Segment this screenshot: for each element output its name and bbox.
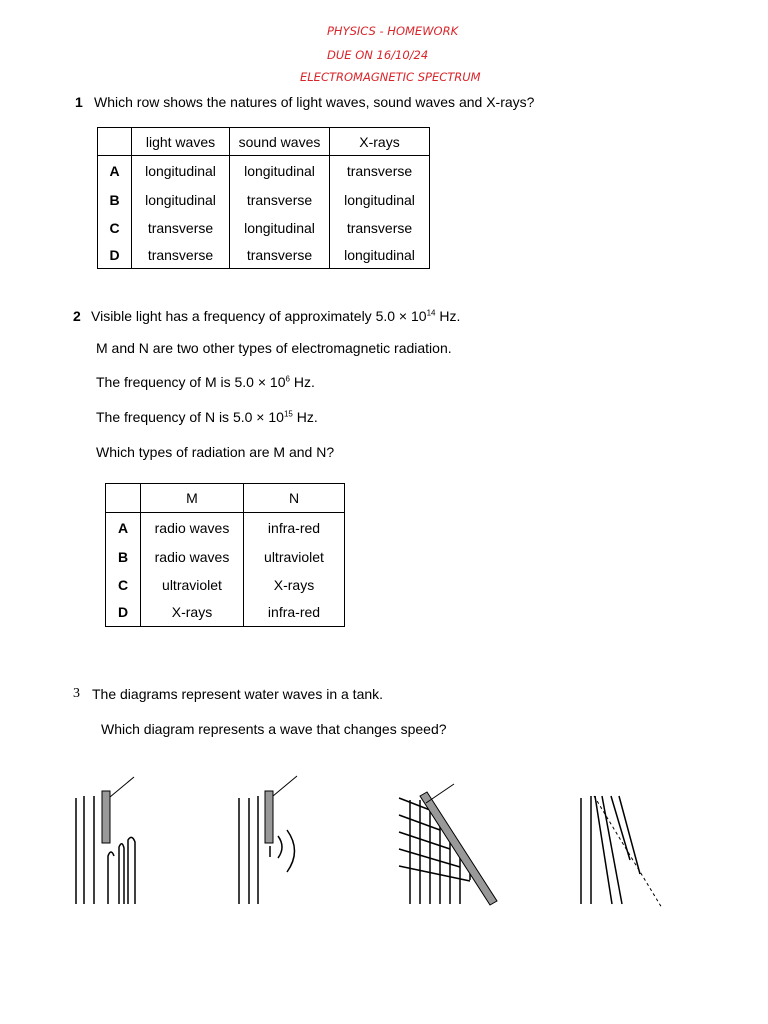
wavefront (287, 830, 295, 872)
row-letter: C (98, 214, 132, 242)
table-cell: transverse (230, 186, 330, 214)
row-letter: D (106, 599, 141, 627)
q2-number: 2 (73, 308, 81, 324)
table-cell: transverse (132, 214, 230, 242)
table-cell: transverse (330, 156, 430, 186)
diagram-1 (76, 777, 135, 904)
q2-line-m-and-n: M and N are two other types of electromagnetic radiation. (96, 340, 452, 356)
pointer-line (426, 784, 454, 803)
q1-text: Which row shows the natures of light waves, sound waves and X-rays? (94, 94, 535, 110)
reflector (420, 792, 497, 905)
q2-line-question: Which types of radiation are M and N? (96, 444, 335, 460)
table-row (106, 571, 345, 599)
table-cell: ultraviolet (141, 571, 244, 599)
reflected-wave (399, 832, 450, 849)
table-row (98, 186, 430, 214)
table-cell: ultraviolet (244, 543, 345, 571)
q2-header-m: M (141, 484, 244, 513)
q1-header-light: light waves (132, 128, 230, 156)
table-cell: transverse (230, 242, 330, 269)
q2-line1-unit: Hz. (435, 308, 461, 324)
q2-line3-exponent: 6 (285, 374, 290, 384)
row-letter: C (106, 571, 141, 599)
barrier (265, 791, 273, 843)
q2-line4-exponent: 15 (283, 409, 293, 419)
q2-line1-exponent: 14 (426, 308, 436, 318)
table-cell: X-rays (244, 571, 345, 599)
header-title: PHYSICS - HOMEWORK (327, 24, 459, 38)
table-cell: infra-red (244, 599, 345, 627)
table-row (98, 242, 430, 269)
q1-header-blank (98, 128, 132, 156)
q2-header-blank (106, 484, 141, 513)
q3-line-diagrams: The diagrams represent water waves in a tank. (92, 686, 384, 702)
table-cell: X-rays (141, 599, 244, 627)
table-cell: transverse (132, 242, 230, 269)
table-cell: transverse (330, 214, 430, 242)
diagram-2 (239, 776, 297, 904)
barrier (102, 791, 110, 843)
q1-table (97, 127, 430, 269)
q2-table (105, 483, 345, 627)
q2-header-n: N (244, 484, 345, 513)
diagram-4 (581, 796, 662, 908)
wavefront (119, 844, 124, 904)
table-cell: longitudinal (132, 186, 230, 214)
wavefront (278, 836, 282, 858)
table-cell: longitudinal (230, 156, 330, 186)
table-cell: longitudinal (230, 214, 330, 242)
table-row (106, 599, 345, 627)
q2-line3-text: The frequency of M is 5.0 × 10 (96, 374, 286, 390)
wave-diagrams (0, 760, 768, 920)
wavefront (602, 796, 622, 904)
row-letter: A (106, 513, 141, 543)
row-letter: D (98, 242, 132, 269)
wavefront (108, 852, 114, 904)
q2-table-header-row (106, 484, 345, 513)
q1-number: 1 (75, 94, 83, 110)
diagram-3 (399, 784, 497, 905)
table-row (106, 513, 345, 543)
table-row (106, 543, 345, 571)
header-due-date: DUE ON 16/10/24 (327, 48, 429, 62)
q3-line-question: Which diagram represents a wave that changes speed? (101, 721, 447, 737)
table-cell: longitudinal (132, 156, 230, 186)
table-cell: longitudinal (330, 186, 430, 214)
table-cell: radio waves (141, 543, 244, 571)
row-letter: B (98, 186, 132, 214)
q2-line4-text: The frequency of N is 5.0 × 10 (96, 409, 284, 425)
table-cell: longitudinal (330, 242, 430, 269)
table-row (98, 156, 430, 186)
q2-line4-unit: Hz. (292, 409, 318, 425)
q1-table-header-row (98, 128, 430, 156)
q2-line-frequency-m (96, 374, 315, 390)
wavefront (128, 837, 135, 904)
q1-header-sound: sound waves (230, 128, 330, 156)
table-cell: infra-red (244, 513, 345, 543)
table-cell: radio waves (141, 513, 244, 543)
row-letter: A (98, 156, 132, 186)
q2-line-frequency-n (96, 409, 318, 425)
q2-line1-text: Visible light has a frequency of approximately 5.0 × 10 (91, 308, 427, 324)
table-row (98, 214, 430, 242)
row-letter: B (106, 543, 141, 571)
header-topic: ELECTROMAGNETIC SPECTRUM (300, 70, 481, 84)
pointer-line (273, 776, 297, 796)
q2-line3-unit: Hz. (289, 374, 315, 390)
q2-line-visible-light (91, 308, 460, 324)
q3-number: 3 (73, 686, 80, 701)
q1-header-xrays: X-rays (330, 128, 430, 156)
pointer-line (110, 777, 134, 797)
